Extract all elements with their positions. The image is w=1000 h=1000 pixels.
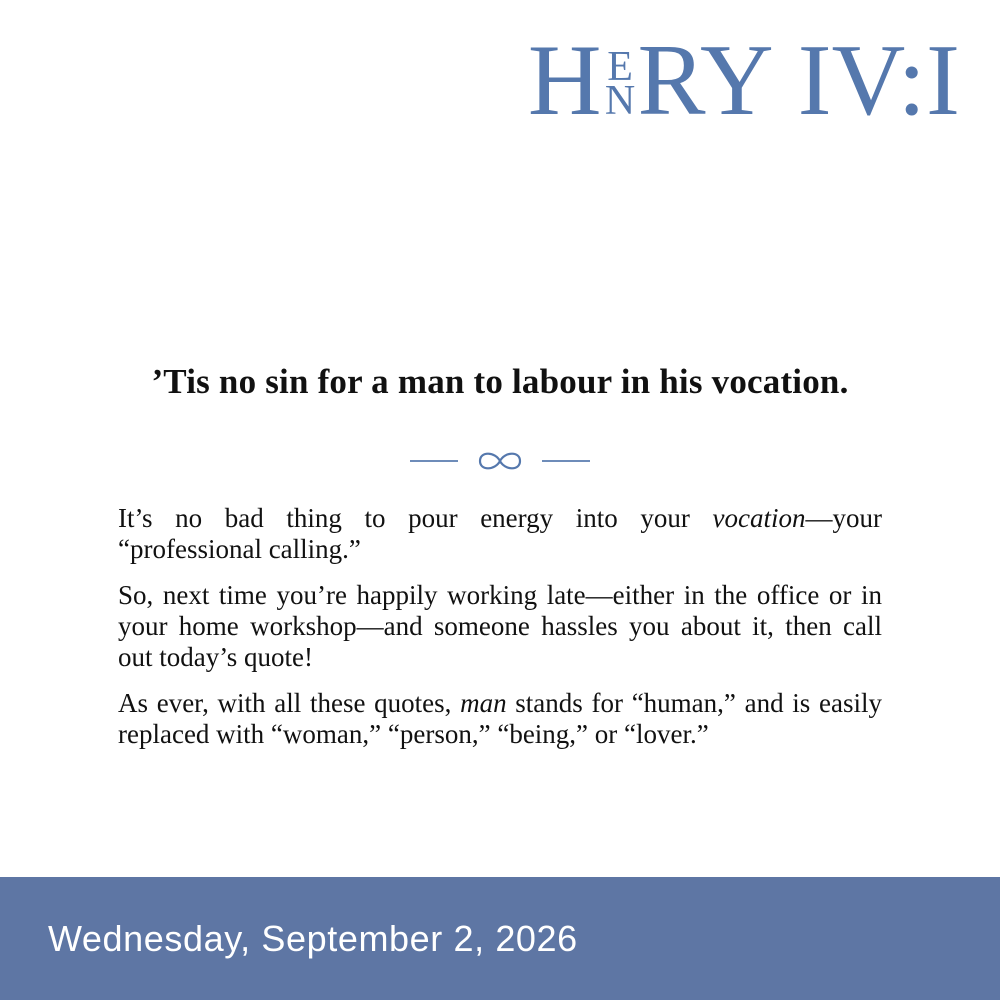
date-bar <box>0 877 1000 1000</box>
italic-text: man <box>460 688 507 718</box>
divider-dash-right <box>542 460 590 462</box>
divider <box>0 446 1000 476</box>
italic-text: vocation <box>712 503 806 533</box>
quote-text: ’Tis no sin for a man to labour in his vocation. <box>151 362 849 401</box>
divider-dash-left <box>410 460 458 462</box>
text-run: It’s no bad thing to pour energy into your <box>118 503 713 533</box>
paragraph <box>118 503 882 565</box>
text-run: So, next time you’re happily working late—either in the office or in your home workshop—and someone hassles you about it, then call out today’s quote! <box>118 580 882 672</box>
title-numeral-iv-i: IV:I <box>797 24 960 137</box>
page-title <box>527 24 960 137</box>
text-run: —your “professional calling.” <box>118 503 882 564</box>
title-letter-n: N <box>604 78 636 124</box>
infinity-knot-icon <box>469 446 531 476</box>
text-run: stands for “human,” and is easily replaced with “woman,” “person,” “being,” or “lover.” <box>118 688 883 749</box>
title-letter-e: E <box>607 44 633 90</box>
paragraph <box>118 688 882 750</box>
title-letters-ry: RY <box>637 24 774 137</box>
date-text: Wednesday, September 2, 2026 <box>48 917 578 959</box>
body-paragraphs <box>118 503 882 750</box>
text-run: As ever, with all these quotes, <box>118 688 461 718</box>
title-letter-h: H <box>527 24 602 137</box>
title-stacked-letters <box>604 46 637 122</box>
paragraph <box>118 580 882 673</box>
